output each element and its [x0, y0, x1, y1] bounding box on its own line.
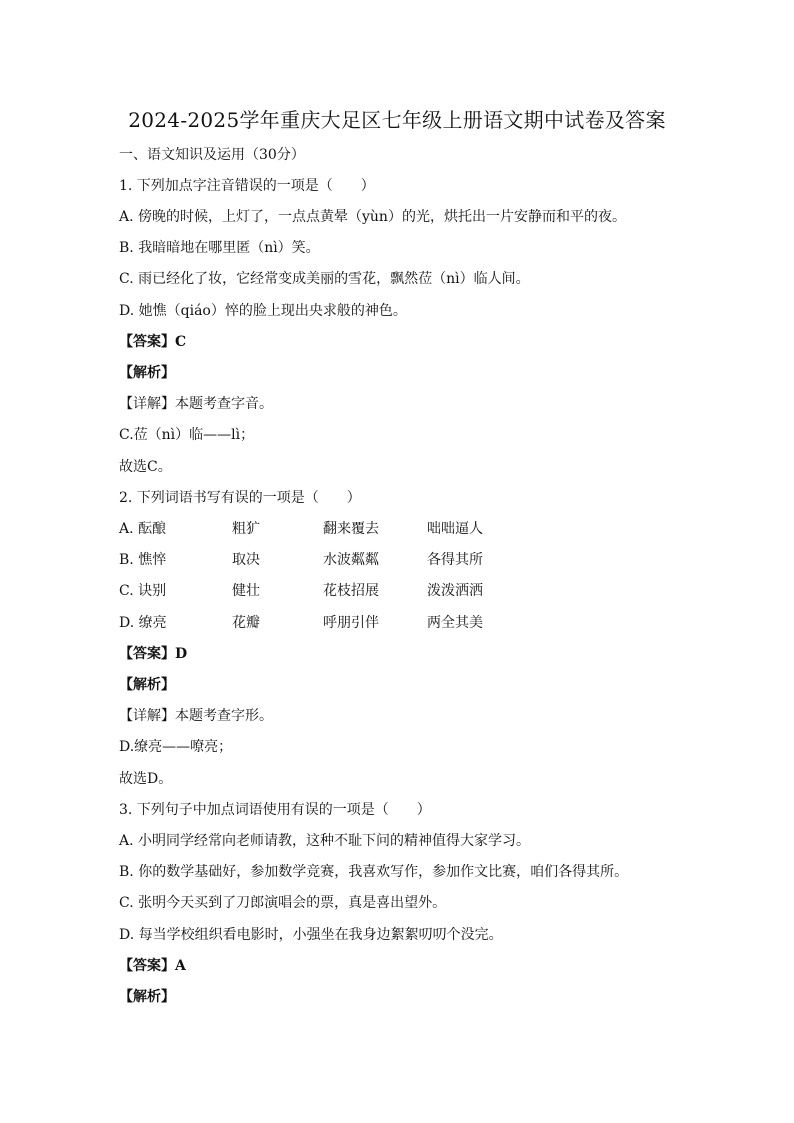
question-1-explain: C.莅（nì）临——lì；: [119, 427, 255, 443]
question-3-analysis-label: 【解析】: [119, 989, 175, 1005]
word-cell: B. 憔悴: [119, 552, 167, 568]
word-cell: 咄咄逼人: [427, 521, 483, 537]
question-1-choose: 故选C。: [119, 459, 172, 475]
question-1-option-a: A. 傍晚的时候，上灯了，一点点黄晕（yùn）的光，烘托出一片安静而和平的夜。: [119, 209, 626, 225]
question-3-option-a: A. 小明同学经常向老师请教，这种不耻下问的精神值得大家学习。: [119, 833, 531, 849]
question-1-analysis-label: 【解析】: [119, 365, 175, 381]
question-2-stem: 2. 下列词语书写有误的一项是（ ）: [119, 490, 361, 506]
question-2-answer: 【答案】D: [119, 646, 188, 662]
question-3-option-d: D. 每当学校组织看电影时，小强坐在我身边絮絮叨叨个没完。: [119, 927, 503, 943]
question-1-option-b: B. 我暗暗地在哪里匿（nì）笑。: [119, 240, 320, 256]
word-cell: C. 诀别: [119, 583, 167, 599]
question-1-stem: 1. 下列加点字注音错误的一项是（ ）: [119, 178, 375, 194]
question-1-option-c: C. 雨已经化了妆，它经常变成美丽的雪花，飘然莅（nì）临人间。: [119, 271, 530, 287]
word-cell: 呼朋引伴: [323, 615, 379, 631]
question-2-analysis-label: 【解析】: [119, 677, 175, 693]
question-3-option-c: C. 张明今天买到了刀郎演唱会的票，真是喜出望外。: [119, 895, 447, 911]
word-cell: 水波粼粼: [323, 552, 379, 568]
word-cell: 花枝招展: [323, 583, 379, 599]
question-1-answer: 【答案】C: [119, 334, 187, 350]
question-3-stem: 3. 下列句子中加点词语使用有误的一项是（ ）: [119, 802, 431, 818]
word-cell: 健壮: [232, 583, 260, 599]
question-2-explain: D.缭亮——嘹亮；: [119, 739, 233, 755]
word-cell: 各得其所: [427, 552, 483, 568]
section-heading: 一、语文知识及运用（30分）: [119, 147, 305, 163]
word-cell: D. 缭亮: [119, 615, 167, 631]
question-2-detail: 【详解】本题考查字形。: [119, 708, 273, 724]
question-3-option-b: B. 你的数学基础好，参加数学竞赛，我喜欢写作，参加作文比赛，咱们各得其所。: [119, 864, 629, 880]
question-1-detail: 【详解】本题考查字音。: [119, 396, 273, 412]
question-1-option-d: D. 她憔（qiáo）悴的脸上现出央求般的神色。: [119, 303, 407, 319]
document-title: 2024-2025学年重庆大足区七年级上册语文期中试卷及答案: [128, 108, 666, 132]
question-2-choose: 故选D。: [119, 771, 173, 787]
question-3-answer: 【答案】A: [119, 958, 186, 974]
word-cell: 泼泼洒洒: [427, 583, 483, 599]
word-cell: 花瓣: [232, 615, 260, 631]
word-cell: 粗犷: [232, 521, 260, 537]
word-cell: A. 酝酿: [119, 521, 167, 537]
word-cell: 取决: [232, 552, 260, 568]
word-cell: 两全其美: [427, 615, 483, 631]
word-cell: 翻来覆去: [323, 521, 379, 537]
